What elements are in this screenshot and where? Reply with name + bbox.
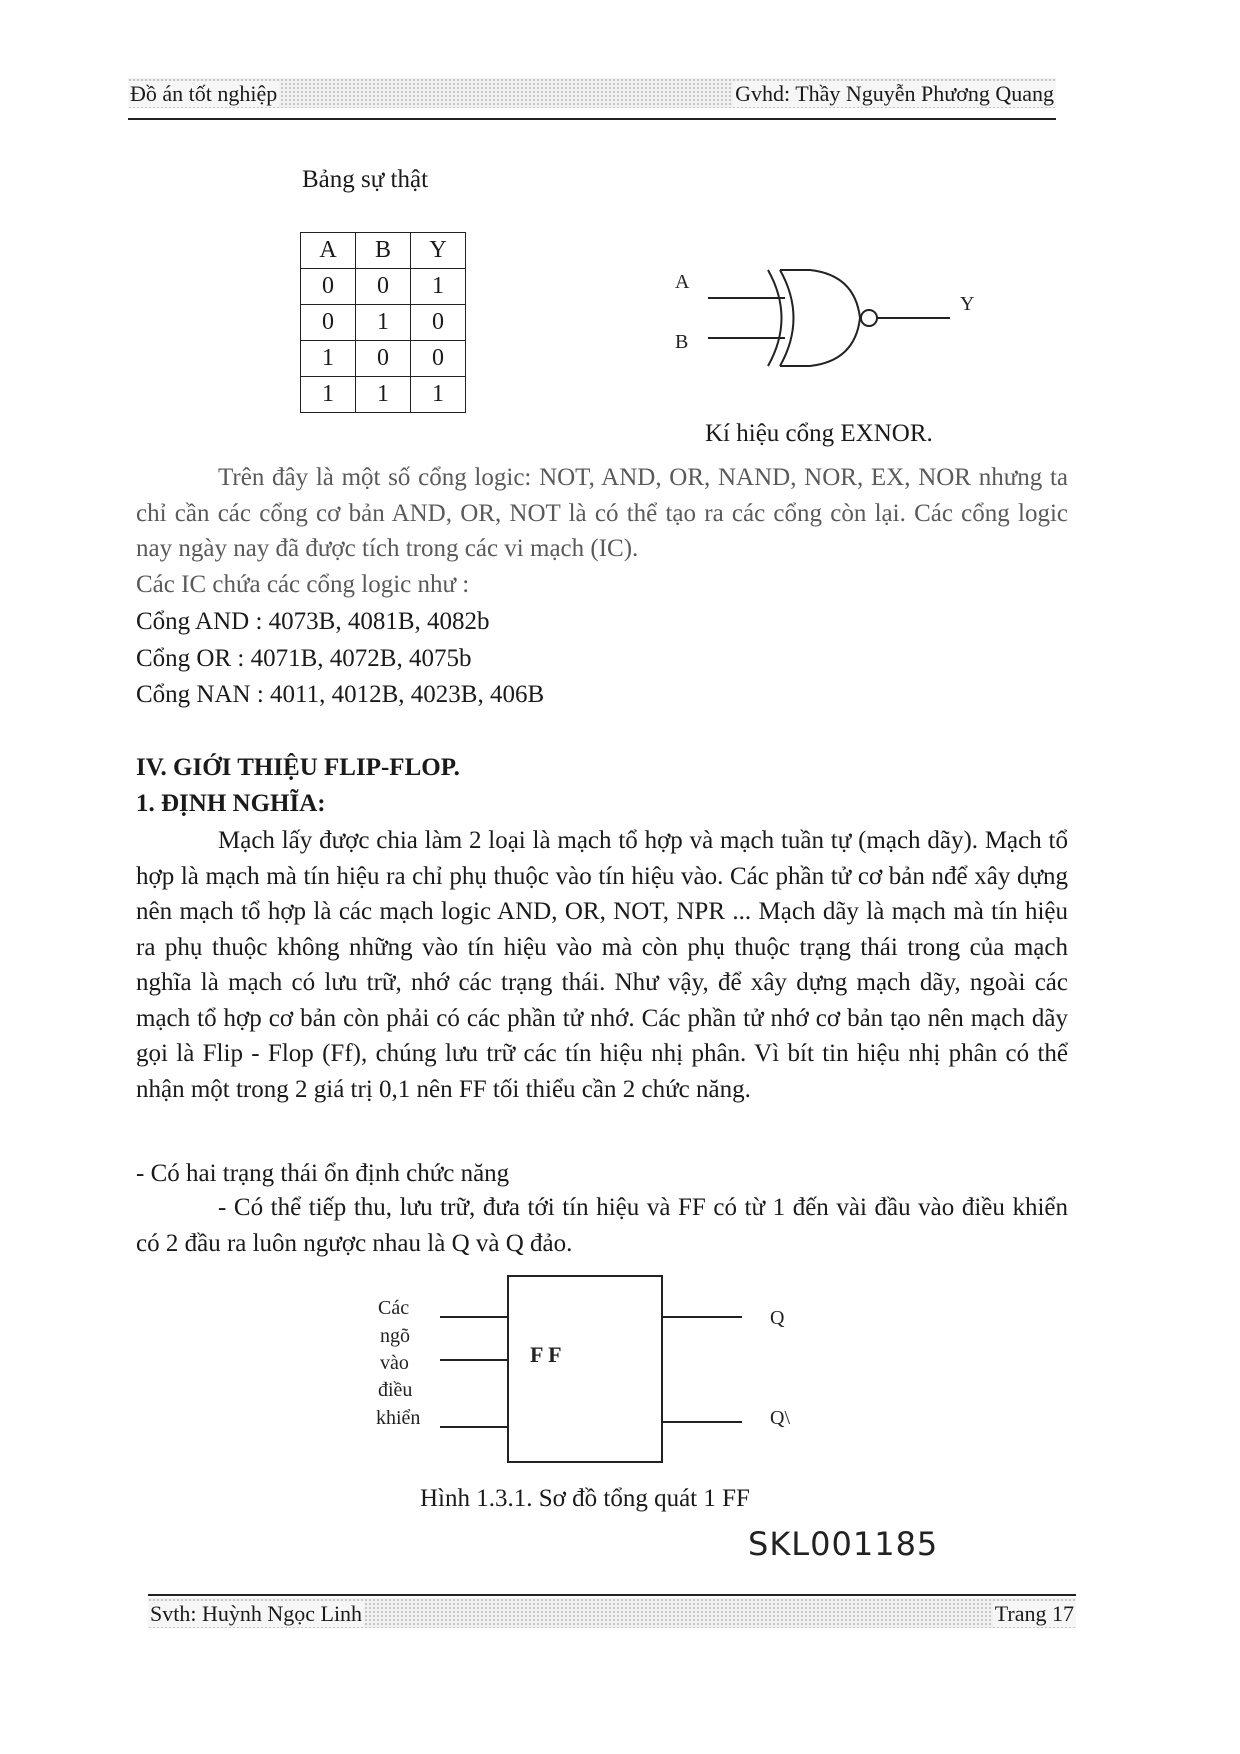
header-right: Gvhd: Thầy Nguyễn Phương Quang [735, 81, 1054, 106]
header-rule [128, 118, 1056, 120]
footer-right: Trang 17 [994, 1601, 1074, 1626]
ic-intro: Các IC chứa các cổng logic như : [136, 571, 470, 598]
exnor-gate-diagram [660, 255, 1000, 375]
ff-block-label: F F [530, 1342, 562, 1367]
subsection-heading: 1. ĐỊNH NGHĨA: [136, 790, 326, 817]
ff-input-label-line: vào [380, 1352, 409, 1374]
flip-flop-diagram [370, 1272, 830, 1472]
footer-rule [148, 1594, 1076, 1596]
column-header: B [356, 233, 411, 269]
table-cell: 1 [301, 341, 356, 377]
handwritten-code: SKL001185 [748, 1525, 939, 1563]
gate-output-y: Y [960, 293, 975, 315]
truth-table [300, 232, 466, 413]
table-cell: 0 [301, 269, 356, 305]
footer-band [148, 1598, 1076, 1628]
gate-input-a: A [675, 271, 690, 293]
table-row [301, 377, 466, 413]
ff-input-label-line: Các [378, 1297, 410, 1319]
table-cell: 1 [356, 305, 411, 341]
ic-list-item: Cổng OR : 4071B, 4072B, 4075b [136, 645, 472, 672]
section-heading: IV. GIỚI THIỆU FLIP-FLOP. [136, 754, 460, 781]
table-cell: 1 [411, 269, 466, 305]
table-cell: 1 [301, 377, 356, 413]
table-row [301, 269, 466, 305]
ff-output-q: Q [770, 1307, 785, 1329]
ff-input-label-line: khiển [376, 1407, 421, 1429]
gate-caption: Kí hiệu cổng EXNOR. [705, 420, 933, 447]
ff-output-qbar: Q\ [770, 1407, 790, 1429]
gate-input-b: B [675, 331, 689, 353]
table-cell: 0 [356, 341, 411, 377]
table-cell: 1 [411, 377, 466, 413]
paragraph-text: Mạch lấy được chia làm 2 loại là mạch tổ hợp và mạch tuần tự (mạch dãy). Mạch tổ hợp là mạch mà tín hiệu ra chỉ phụ thuộc vào tín hiệu vào. Các phần tử cơ bản nđể xây dựng nên mạch tổ hợp là các mạch logic AND, OR, NOT, NPR ... Mạch dãy là mạch mà tín hiệu ra phụ thuộc không những vào tín hiệu vào mà còn phụ thuộc trạng thái trong của mạch nghĩa là mạch có lưu trữ, nhớ các trạng thái. Như vậy, để xây dựng mạch dãy, ngoài các mạch tổ hợp cơ bản còn phải có các phần tử nhớ. Các phần tử nhớ cơ bản tạo nên mạch dãy gọi là Flip - Flop (Ff), chúng lưu trữ các tín hiệu nhị phân. Vì bít tin hiệu nhị phân có thể nhận một trong 2 giá trị 0,1 nên FF tối thiểu cần 2 chức năng. [136, 827, 1068, 1103]
truth-table-title: Bảng sự thật [302, 166, 429, 193]
paragraph-logic-gates [136, 460, 1068, 567]
bullet-item: - Có hai trạng thái ổn định chức năng [136, 1160, 510, 1187]
ff-diagram-caption: Hình 1.3.1. Sơ đồ tổng quát 1 FF [420, 1485, 750, 1512]
ff-input-label-line: điều [378, 1379, 413, 1401]
header-left: Đồ án tốt nghiệp [130, 81, 278, 106]
table-cell: 0 [411, 305, 466, 341]
paragraph-definition [136, 823, 1068, 1107]
bullet-text: - Có thể tiếp thu, lưu trữ, đưa tới tín hiệu và FF có từ 1 đến vài đầu vào điều khiển có 2 đầu ra luôn ngược nhau là Q và Q đảo. [136, 1194, 1068, 1257]
table-cell: 0 [301, 305, 356, 341]
table-row [301, 305, 466, 341]
ff-input-label-line: ngõ [380, 1325, 410, 1347]
paragraph-text: Trên đây là một số cổng logic: NOT, AND, OR, NAND, NOR, EX, NOR nhưng ta chỉ cần các cổng cơ bản AND, OR, NOT là có thể tạo ra các cổng còn lại. Các cổng logic nay ngày nay đã được tích trong các vi mạch (IC). [136, 464, 1068, 562]
bullet-item [136, 1190, 1068, 1261]
column-header: Y [411, 233, 466, 269]
table-header-row [301, 233, 466, 269]
footer-left: Svth: Huỳnh Ngọc Linh [150, 1601, 363, 1626]
column-header: A [301, 233, 356, 269]
ic-list-item: Cổng NAN : 4011, 4012B, 4023B, 406B [136, 681, 545, 708]
table-cell: 1 [356, 377, 411, 413]
table-row [301, 341, 466, 377]
ic-list-item: Cổng AND : 4073B, 4081B, 4082b [136, 608, 490, 635]
header-band [128, 78, 1056, 108]
table-cell: 0 [411, 341, 466, 377]
table-cell: 0 [356, 269, 411, 305]
